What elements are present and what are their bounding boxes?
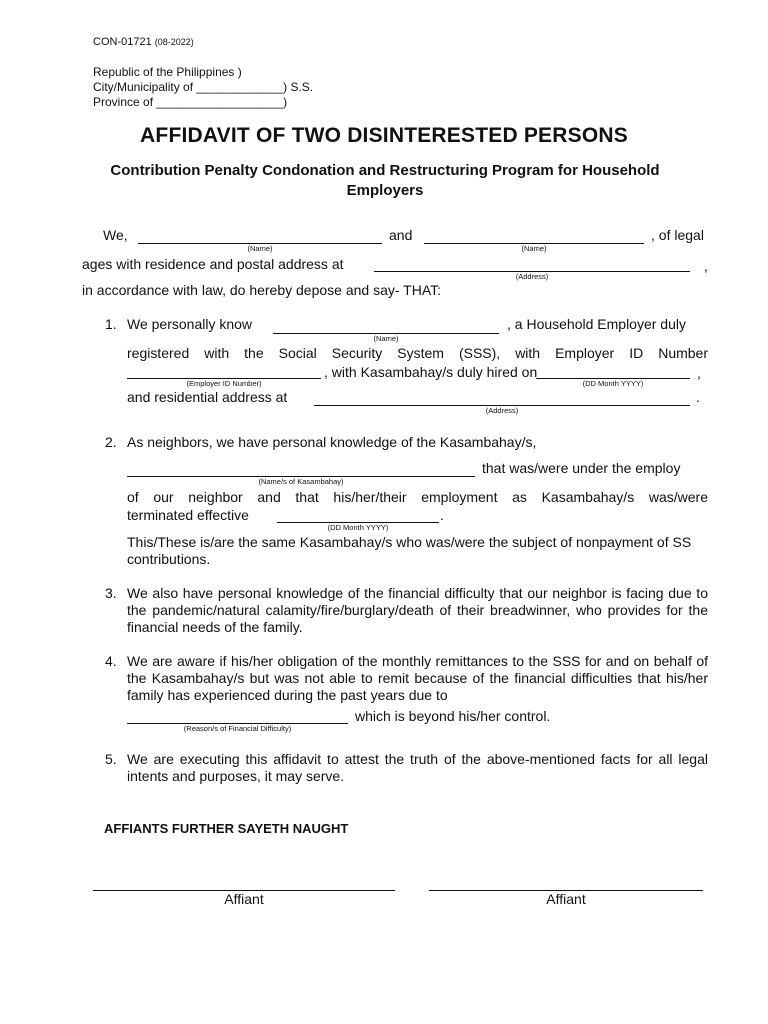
name-caption-2: (Name)	[521, 244, 547, 253]
employer-name-caption: (Name)	[373, 334, 399, 343]
item-1-text-a: We personally know	[127, 316, 253, 332]
item-5-number: 5.	[105, 751, 117, 767]
item-1-text-b: , a Household Employer duly	[507, 316, 686, 332]
item-2-text-a: As neighbors, we have personal knowledge of the Kasambahay/s,	[127, 434, 537, 450]
item-4-text-b: which is beyond his/her control.	[355, 708, 551, 724]
item-1-text-e: ,	[697, 365, 701, 381]
venue-line-3: Province of ___________________)	[93, 95, 288, 109]
item-2-text-e: .	[440, 507, 444, 523]
kasambahay-name-caption: (Name/s of Kasambahay)	[258, 477, 344, 486]
item-2-text-d: terminated effective	[127, 507, 249, 523]
hire-date-caption: (DD Month YYYY)	[582, 379, 644, 388]
termination-date-caption: (DD Month YYYY)	[327, 523, 389, 532]
venue-line-1: Republic of the Philippines )	[93, 65, 242, 79]
item-3-text: We also have personal knowledge of the financial difficulty that our neighbor is facing due to the pandemic/natural calamity/fire/burglary/death of their breadwinner, who provides for the financial needs of the family.	[127, 585, 708, 635]
item-3-number: 3.	[105, 585, 117, 601]
address-caption: (Address)	[515, 272, 549, 281]
form-revision: (08-2022)	[154, 37, 194, 47]
intro-we: We,	[103, 227, 128, 243]
item-4-number: 4.	[105, 653, 117, 669]
document-subtitle: Contribution Penalty Condonation and Restructuring Program for Household Employers	[110, 162, 660, 199]
document-title: AFFIDAVIT OF TWO DISINTERESTED PERSONS	[140, 124, 628, 147]
affiant-label-2: Affiant	[546, 891, 586, 907]
item-2-text-f: This/These is/are the same Kasambahay/s who was/were the subject of nonpayment of SS contributions.	[127, 534, 692, 567]
item-1-number: 1.	[105, 316, 117, 332]
name-caption-1: (Name)	[247, 244, 273, 253]
item-2-text-b: that was/were under the employ	[482, 460, 681, 476]
item-1-text-c: registered with the Social Security System (SSS), with Employer ID Number	[127, 345, 708, 361]
item-1-text-d: , with Kasambahay/s duly hired on	[324, 364, 538, 380]
intro-comma: ,	[704, 258, 708, 274]
form-code	[93, 36, 194, 48]
financial-difficulty-caption: (Reason/s of Financial Difficulty)	[183, 724, 292, 733]
intro-and: and	[389, 227, 413, 243]
item-2-text-c: of our neighbor and that his/her/their employment as Kasambahay/s was/were	[127, 489, 708, 505]
item-2-number: 2.	[105, 434, 117, 450]
intro-of-legal: , of legal	[651, 227, 704, 243]
employer-id-caption: (Employer ID Number)	[186, 379, 262, 388]
item-4-text: We are aware if his/her obligation of the monthly remittances to the SSS for and on behalf of the Kasambahay/s but was not able to remit because of the financial difficulties that his/her family has experienced during the past years due to	[127, 653, 708, 703]
residential-address-caption: (Address)	[485, 406, 519, 415]
item-1-text-g: .	[696, 389, 700, 405]
item-5-text: We are executing this affidavit to attest the truth of the above-mentioned facts for all legal intents and purposes, it may serve.	[127, 751, 708, 784]
form-number: CON-01721	[93, 36, 152, 48]
affiant-label-1: Affiant	[224, 891, 264, 907]
item-1-text-f: and residential address at	[127, 389, 288, 405]
intro-address-label: ages with residence and postal address at	[82, 256, 344, 272]
closing-statement: AFFIANTS FURTHER SAYETH NAUGHT	[104, 821, 349, 836]
intro-depose: in accordance with law, do hereby depose and say- THAT:	[82, 282, 442, 298]
venue-line-2: City/Municipality of _____________) S.S.	[93, 80, 314, 94]
